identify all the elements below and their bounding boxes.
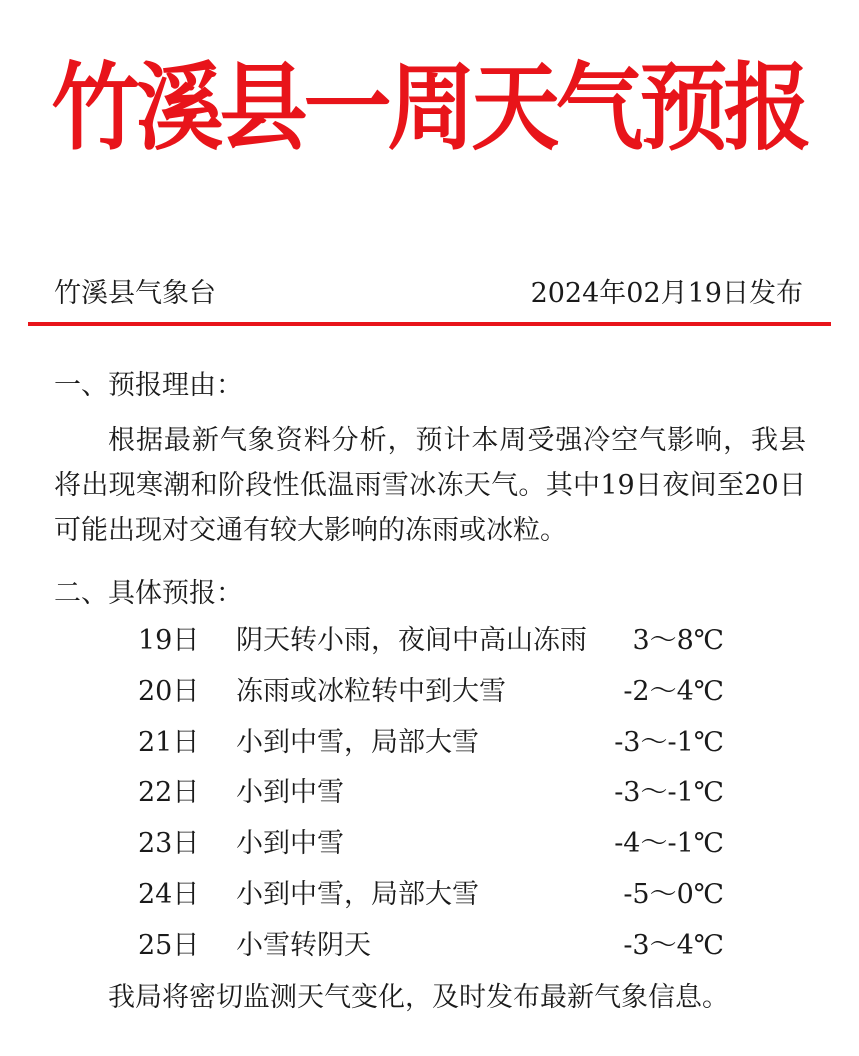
forecast-weather: 小到中雪，局部大雪 (236, 726, 479, 758)
forecast-temperature: -3～-1℃ (614, 777, 724, 809)
reason-paragraph: 根据最新气象资料分析，预计本周受强冷空气影响，我县将出现寒潮和阶段性低温雨雪冰冻天气。其中19日夜间至20日可能出现对交通有较大影响的冻雨或冰粒。 (54, 425, 806, 546)
forecast-row (0, 770, 859, 821)
forecast-temperature: 3～8℃ (632, 625, 724, 656)
red-divider (28, 322, 831, 326)
forecast-row (0, 923, 859, 974)
forecast-temperature: -3～-1℃ (614, 726, 724, 758)
forecast-row (0, 720, 859, 771)
closing-statement: 我局将密切监测天气变化，及时发布最新气象信息。 (108, 982, 729, 1013)
issuer-name: 竹溪县气象台 (54, 278, 216, 309)
forecast-heading: 二、具体预报： (54, 578, 243, 609)
forecast-row (0, 821, 859, 872)
forecast-row (0, 872, 859, 923)
forecast-temperature: -2～4℃ (623, 675, 724, 707)
forecast-temperature: -5～0℃ (623, 878, 724, 910)
document-title: 竹溪县一周天气预报 (51, 50, 808, 164)
forecast-row (0, 669, 859, 720)
forecast-temperature: -4～-1℃ (614, 828, 724, 860)
forecast-day: 19日 (138, 625, 200, 656)
forecast-weather: 小到中雪，局部大雪 (236, 878, 479, 910)
forecast-list (0, 618, 859, 974)
issue-date: 2024年02月19日发布 (530, 278, 803, 309)
forecast-weather: 小到中雪 (236, 777, 344, 809)
forecast-day: 22日 (138, 777, 200, 809)
forecast-weather: 阴天转小雨，夜间中高山冻雨 (236, 625, 587, 656)
forecast-weather: 小雪转阴天 (236, 929, 371, 961)
forecast-day: 23日 (138, 828, 200, 860)
forecast-day: 24日 (138, 878, 200, 910)
reason-heading: 一、预报理由： (54, 370, 243, 401)
forecast-temperature: -3～4℃ (623, 929, 724, 961)
forecast-row (0, 618, 859, 669)
forecast-day: 20日 (138, 675, 200, 707)
forecast-weather: 冻雨或冰粒转中到大雪 (236, 675, 506, 707)
forecast-weather: 小到中雪 (236, 828, 344, 860)
forecast-day: 21日 (138, 726, 200, 758)
forecast-day: 25日 (138, 929, 200, 961)
